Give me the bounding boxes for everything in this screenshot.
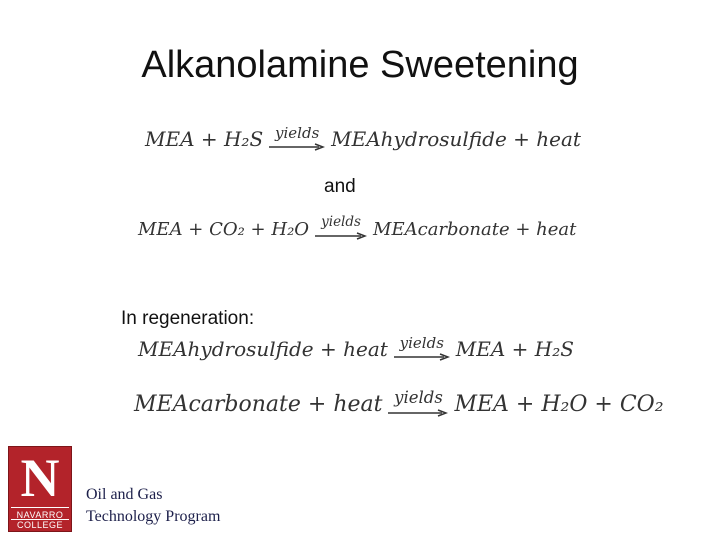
program-name-line-2: Technology Program bbox=[86, 508, 221, 525]
right-arrow-icon bbox=[315, 232, 367, 240]
program-name-line-1: Oil and Gas bbox=[86, 486, 163, 503]
equation-2-arrow bbox=[315, 216, 367, 240]
equation-1-arrow-label: yields bbox=[275, 124, 320, 142]
equation-1-lhs: MEA + H₂S bbox=[145, 127, 264, 151]
logo-letter: N bbox=[20, 448, 60, 508]
equation-4 bbox=[134, 390, 664, 417]
equation-1-rhs: MEAhydrosulfide + heat bbox=[331, 127, 581, 151]
equation-3-arrow bbox=[394, 336, 450, 361]
equation-3-arrow-label: yields bbox=[399, 334, 444, 352]
regeneration-label: In regeneration: bbox=[121, 308, 255, 329]
equation-3 bbox=[138, 336, 574, 361]
program-name bbox=[86, 484, 220, 528]
equation-3-lhs: MEAhydrosulfide + heat bbox=[138, 337, 388, 361]
logo-line-1: NAVARRO bbox=[11, 507, 69, 520]
equation-2-lhs: MEA + CO₂ + H₂O bbox=[138, 218, 310, 240]
right-arrow-icon bbox=[394, 353, 450, 361]
slide-title: Alkanolamine Sweetening bbox=[141, 44, 579, 86]
logo-line-2: COLLEGE bbox=[11, 519, 69, 530]
equation-4-rhs: MEA + H₂O + CO₂ bbox=[454, 391, 664, 417]
connector-text: and bbox=[324, 176, 356, 197]
equation-2 bbox=[138, 216, 576, 240]
equation-4-lhs: MEAcarbonate + heat bbox=[134, 391, 383, 417]
equation-3-rhs: MEA + H₂S bbox=[455, 337, 574, 361]
equation-4-arrow bbox=[388, 390, 448, 417]
equation-2-rhs: MEAcarbonate + heat bbox=[373, 218, 577, 240]
equation-2-arrow-label: yields bbox=[321, 214, 361, 230]
right-arrow-icon bbox=[269, 143, 325, 151]
equation-4-arrow-label: yields bbox=[394, 388, 443, 407]
right-arrow-icon bbox=[388, 409, 448, 417]
navarro-college-logo bbox=[8, 446, 72, 532]
equation-1 bbox=[145, 126, 581, 151]
equation-1-arrow bbox=[269, 126, 325, 151]
